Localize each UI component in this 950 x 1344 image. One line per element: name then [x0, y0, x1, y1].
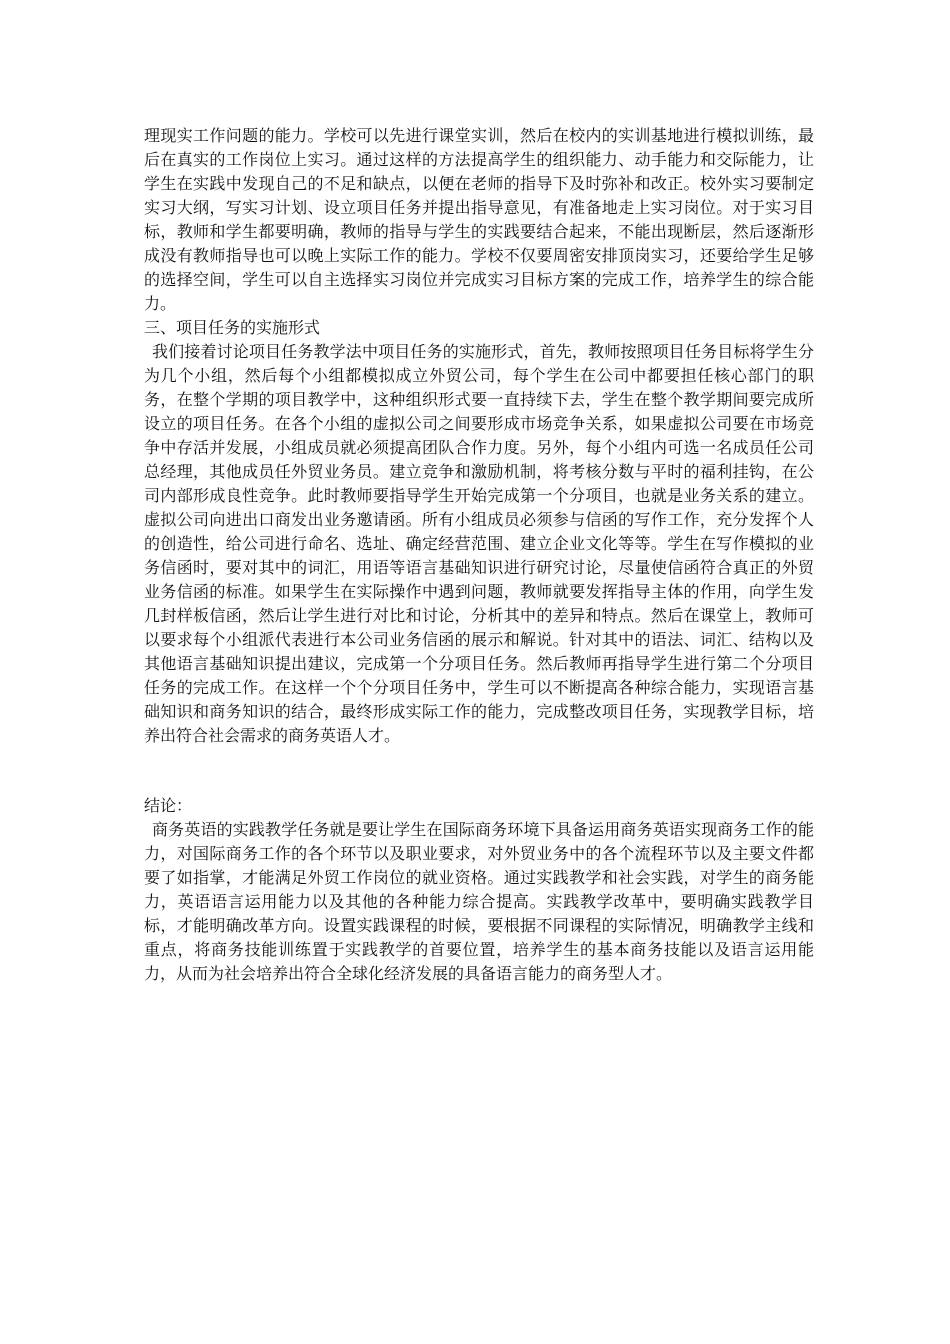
section-spacer	[144, 748, 814, 794]
document-page	[144, 124, 814, 986]
paragraph-section-3: 我们接着讨论项目任务教学法中项目任务的实施形式，首先，教师按照项目任务目标将学生分为几个小组，然后每个小组都模拟成立外贸公司，每个学生在公司中都要担任核心部门的职务，在整个学期的项目教学中，这种组织形式要一直持续下去，学生在整个教学期间要完成所设立的项目任务。在各个小组的虚拟公司之间要形成市场竞争关系，如果虚拟公司要在市场竞争中存活并发展，小组成员就必须提高团队合作力度。另外，每个小组内可选一名成员任公司总经理，其他成员任外贸业务员。建立竞争和激励机制，将考核分数与平时的福利挂钩，在公司内部形成良性竞争。此时教师要指导学生开始完成第一个分项目，也就是业务关系的建立。虚拟公司向进出口商发出业务邀请函。所有小组成员必须参与信函的写作工作，充分发挥个人的创造性，给公司进行命名、选址、确定经营范围、建立企业文化等等。学生在写作模拟的业务信函时，要对其中的词汇，用语等语言基础知识进行研究讨论，尽量使信函符合真正的外贸业务信函的标准。如果学生在实际操作中遇到问题，教师就要发挥指导主体的作用，向学生发几封样板信函，然后让学生进行对比和讨论，分析其中的差异和特点。然后在课堂上，教师可以要求每个小组派代表进行本公司业务信函的展示和解说。针对其中的语法、词汇、结构以及其他语言基础知识提出建议，完成第一个分项目任务。然后教师再指导学生进行第二个分项目任务的完成工作。在这样一个个分项目任务中，学生可以不断提高各种综合能力，实现语言基础知识和商务知识的结合，最终形成实际工作的能力，完成整改项目任务，实现教学目标，培养出符合社会需求的商务英语人才。	[144, 342, 814, 745]
section-heading-3: 三、项目任务的实施形式	[144, 318, 321, 337]
paragraph-continued: 理现实工作问题的能力。学校可以先进行课堂实训，然后在校内的实训基地进行模拟训练，最后在真实的工作岗位上实习。通过这样的方法提高学生的组织能力、动手能力和交际能力，让学生在实践中发现自己的不足和缺点，以便在老师的指导下及时弥补和改正。校外实习要制定实习大纲，写实习计划、设立项目任务并提出指导意见，有准备地走上实习岗位。对于实习目标，教师和学生都要明确，教师的指导与学生的实践要结合起来，不能出现断层，然后逐渐形成没有教师指导也可以晚上实际工作的能力。学校不仅要周密安排顶岗实习，还要给学生足够的选择空间，学生可以自主选择实习岗位并完成实习目标方案的完成工作，培养学生的综合能力。	[144, 126, 814, 313]
conclusion-heading: 结论：	[144, 796, 193, 815]
paragraph-conclusion: 商务英语的实践教学任务就是要让学生在国际商务环境下具备运用商务英语实现商务工作的能力，对国际商务工作的各个环节以及职业要求，对外贸业务中的各个流程环节以及主要文件都要了如指掌，才能满足外贸工作岗位的就业资格。通过实践教学和社会实践，对学生的商务能力，英语语言运用能力以及其他的各种能力综合提高。实践教学改革中，要明确实践教学目标，才能明确改革方向。设置实践课程的时候，要根据不同课程的实际情况，明确教学主线和重点，将商务技能训练置于实践教学的首要位置，培养学生的基本商务技能以及语言运用能力，从而为社会培养出符合全球化经济发展的具备语言能力的商务型人才。	[144, 820, 814, 983]
